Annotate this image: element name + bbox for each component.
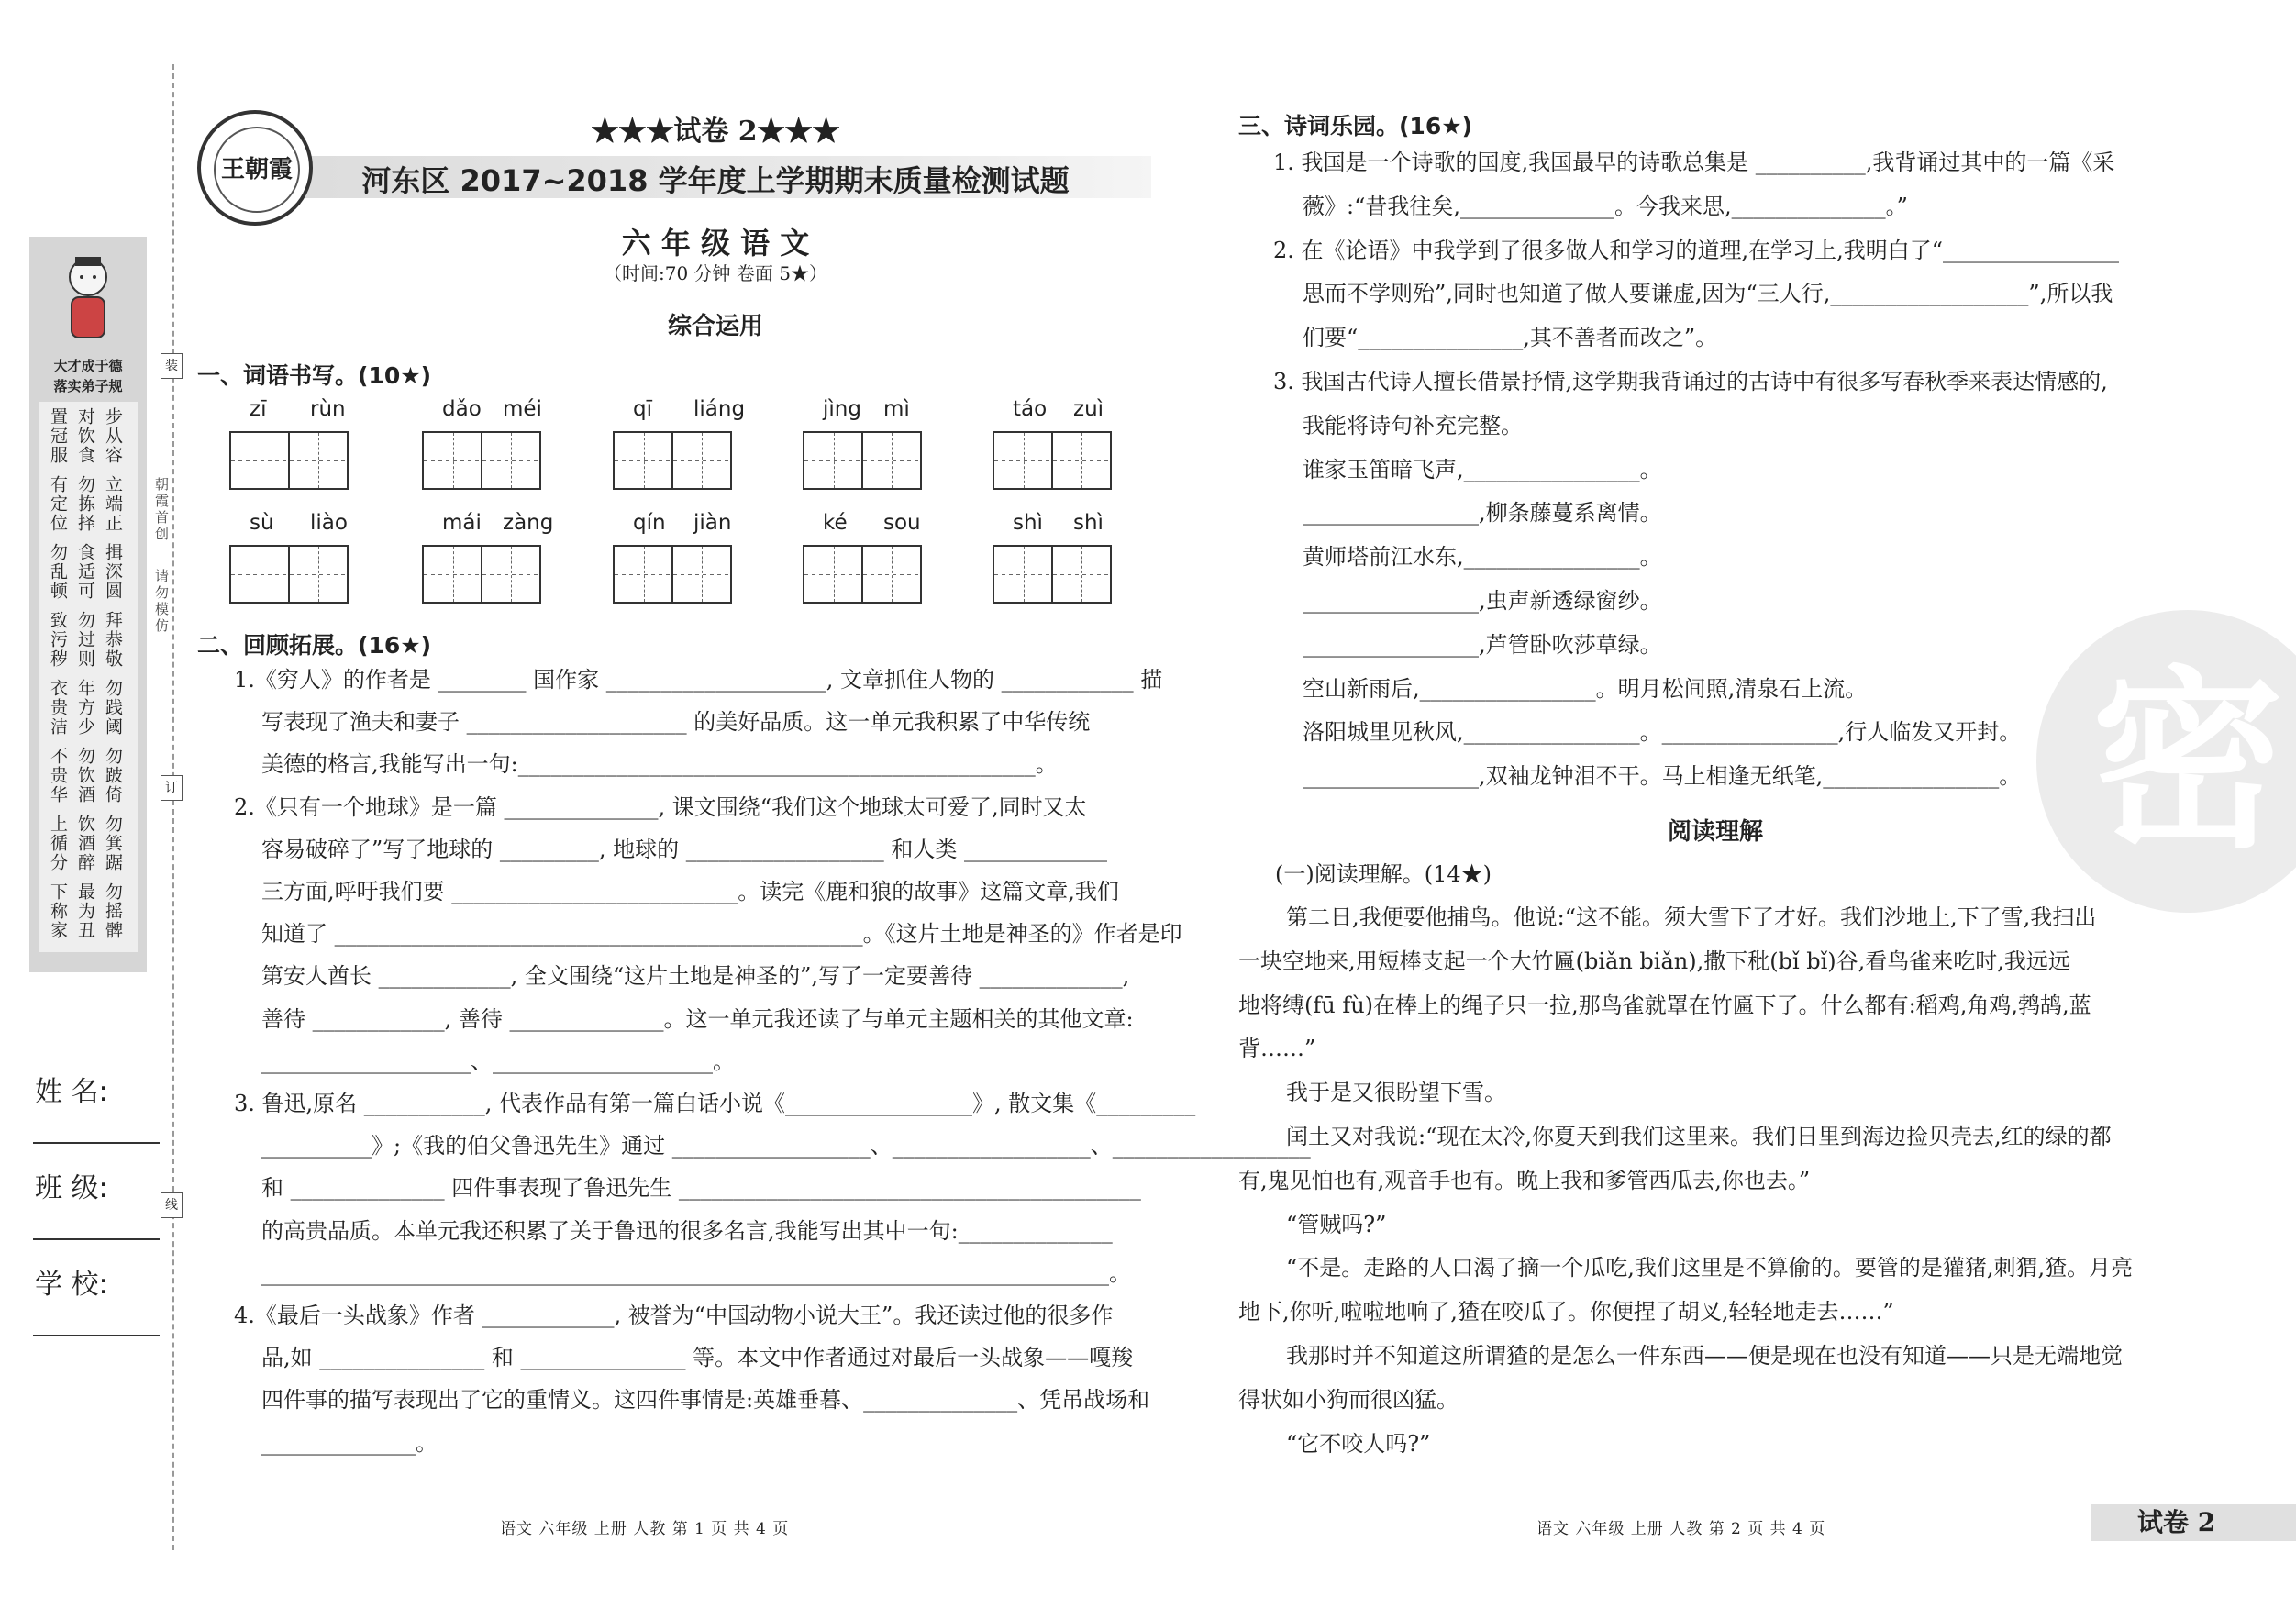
- pinyin-label: liào: [310, 511, 348, 535]
- cartoon-scholar-icon: [62, 250, 114, 341]
- pinyin-label: sù: [250, 511, 274, 535]
- pinyin-label: zàng: [503, 511, 554, 535]
- text-line: 地下,你听,啦啦地响了,猹在咬瓜了。你便捏了胡叉,轻轻地走去……”: [1238, 1299, 1894, 1325]
- reading-heading: (一)阅读理解。(14★): [1275, 861, 1492, 887]
- sidebar-motto-line-2: 落实弟子规: [53, 378, 123, 394]
- part2-heading: 二、回顾拓展。(16★): [197, 632, 432, 659]
- rule-col: 对饮食: [75, 407, 95, 465]
- rule-col: 不贵华: [48, 747, 68, 804]
- rule-col: 勿践阈: [103, 679, 123, 737]
- cut-mark-xian: 线: [161, 1192, 183, 1218]
- text-line: 得状如小狗而很凶猛。: [1238, 1386, 1459, 1413]
- text-line: 思而不学则殆”,同时也知道了做人要谦虚,因为“三人行,__________________”,所以我: [1303, 281, 2113, 307]
- text-line: 三方面,呼吁我们要 __________________________。读完《鹿和狼的故事》这篇文章,我们: [261, 879, 1119, 904]
- sidebar-rules: [39, 402, 138, 952]
- text-line: ________________,虫声新透绿窗纱。: [1303, 588, 1662, 614]
- text-line: 黄师塔前江水东,________________。: [1303, 544, 1662, 571]
- text-line: 四件事的描写表现出了它的重情义。这四件事情是:英雄垂暮、______________、凭吊战场和: [261, 1387, 1150, 1414]
- text-line: 背……”: [1238, 1036, 1316, 1062]
- text-line: 洛阳城里见秋风,________________。________________,行人临发又开封。: [1303, 719, 2022, 746]
- sidebar-motto-line-1: 大才成于德: [53, 358, 123, 374]
- footer-right: 语文 六年级 上册 人教 第 2 页 共 4 页: [1536, 1520, 1826, 1538]
- pinyin-label: jiàn: [693, 511, 732, 535]
- writing-grid-box[interactable]: [803, 431, 922, 490]
- text-line: 第二日,我便要他捕鸟。他说:“这不能。须大雪下了才好。我们沙地上,下了雪,我扫出: [1286, 904, 2097, 930]
- text-line: 4.《最后一头战象》作者 ____________, 被誉为“中国动物小说大王”。我还读过他的很多作: [234, 1303, 1114, 1328]
- text-line: “管贼吗?”: [1286, 1211, 1387, 1237]
- text-line: 善待 ____________, 善待 ______________。这一单元我还读了与单元主题相关的其他文章:: [261, 1005, 1134, 1032]
- publisher-logo: [197, 110, 313, 226]
- copyright-note-2: 请勿模仿: [153, 569, 170, 635]
- rule-col: 勿过则: [75, 611, 95, 669]
- pinyin-label: táo: [1013, 397, 1048, 421]
- text-line: 3. 我国古代诗人擅长借景抒情,这学期我背诵过的古诗中有很多写春秋季来表达情感的,: [1273, 369, 2108, 394]
- binding-cut-line: [172, 64, 174, 1550]
- writing-grid-box[interactable]: [993, 431, 1112, 490]
- writing-grid-box[interactable]: [803, 545, 922, 604]
- exam-meta: （时间:70 分钟 卷面 5★）: [604, 262, 827, 284]
- rule-col: 上循分: [48, 815, 68, 872]
- copyright-note-1: 朝霞首创: [153, 477, 170, 543]
- text-line: 第安人酋长 ____________, 全文围绕“这片土地是神圣的”,写了一定要善待 _____________,: [261, 963, 1130, 990]
- writing-grid-box[interactable]: [422, 431, 541, 490]
- name-field[interactable]: [33, 1142, 160, 1144]
- rule-col: 饮酒醉: [75, 815, 95, 872]
- pinyin-label: jìng: [823, 397, 861, 421]
- paper-tag: 试卷 2: [2137, 1507, 2216, 1537]
- rule-col: 拜恭敬: [103, 611, 123, 669]
- text-line: 2.《只有一个地球》是一篇 ______________, 课文围绕“我们这个地球太可爱了,同时又太: [234, 793, 1087, 820]
- seal-char: 密: [2091, 648, 2284, 874]
- text-line: 我那时并不知道这所谓猹的是怎么一件东西——便是现在也没有知道——只是无端地觉: [1286, 1343, 2123, 1369]
- pinyin-label: shì: [1073, 511, 1104, 535]
- pinyin-label: sou: [883, 511, 921, 535]
- text-line: 闰土又对我说:“现在太冷,你夏天到我们这里来。我们日里到海边捡贝壳去,红的绿的都: [1286, 1124, 2112, 1149]
- text-line: 和 ______________ 四件事表现了鲁迅先生 __________________________________________: [261, 1175, 1141, 1202]
- pinyin-label: méi: [503, 397, 542, 421]
- pinyin-label: liáng: [693, 397, 746, 421]
- text-line: ________________,柳条藤蔓系离情。: [1303, 500, 1662, 527]
- pinyin-label: ké: [823, 511, 848, 535]
- part3-heading: 三、诗词乐园。(16★): [1238, 113, 1473, 139]
- pinyin-label: zuì: [1073, 397, 1104, 421]
- exam-title: 河东区 2017~2018 学年度上学期期末质量检测试题: [361, 163, 1070, 198]
- part1-heading: 一、词语书写。(10★): [197, 362, 432, 389]
- rule-col: 勿拣择: [75, 475, 95, 533]
- writing-grid-box[interactable]: [229, 431, 349, 490]
- text-line: 容易破碎了”写了地球的 _________, 地球的 __________________ 和人类 _____________: [261, 836, 1108, 862]
- text-line: 2. 在《论语》中我学到了很多做人和学习的道理,在学习上,我明白了“________________: [1273, 237, 2120, 263]
- school-label: 学 校:: [35, 1269, 108, 1301]
- paper-number: ★★★试卷 2★★★: [591, 116, 840, 148]
- pinyin-label: zī: [250, 397, 267, 421]
- logo-text: 王朝霞: [214, 127, 300, 213]
- text-line: 的高贵品质。本单元我还积累了关于鲁迅的很多名言,我能写出其中一句:______________: [261, 1217, 1113, 1244]
- school-field[interactable]: [33, 1335, 160, 1336]
- pinyin-label: qín: [633, 511, 666, 535]
- text-line: “不是。走路的人口渴了摘一个瓜吃,我们这里是不算偷的。要管的是獾猪,刺猬,猹。月亮: [1286, 1255, 2134, 1281]
- pinyin-label: dǎo: [442, 397, 482, 421]
- text-line: 3. 鲁迅,原名 ___________, 代表作品有第一篇白话小说《_________________》, 散文集《_________: [234, 1091, 1196, 1116]
- text-line: __________》;《我的伯父鲁迅先生》通过 __________________、__________________、__________________: [261, 1133, 1311, 1159]
- rule-col: 有定位: [48, 475, 68, 533]
- rule-col: 勿乱顿: [48, 543, 68, 601]
- rule-col: 勿箕踞: [103, 815, 123, 872]
- rule-col: 立端正: [103, 475, 123, 533]
- class-label: 班 级:: [35, 1172, 108, 1204]
- subject-title: 六 年 级 语 文: [621, 226, 810, 261]
- text-line: 薇》:“昔我往矣,______________。今我来思,______________。”: [1303, 193, 1908, 219]
- rule-col: 勿饮酒: [75, 747, 95, 804]
- class-field[interactable]: [33, 1238, 160, 1240]
- confidential-seal-watermark: [2036, 610, 2296, 913]
- text-line: 们要“_______________,其不善者而改之”。: [1303, 325, 1718, 351]
- text-line: 我能将诗句补充完整。: [1303, 412, 1523, 438]
- text-line: 我于是又很盼望下雪。: [1286, 1080, 1506, 1106]
- text-line: ______________。: [261, 1429, 438, 1456]
- writing-grid-box[interactable]: [993, 545, 1112, 604]
- text-line: 1.《穷人》的作者是 ________ 国作家 ____________________, 文章抓住人物的 ____________ 描: [234, 667, 1163, 693]
- name-label: 姓 名:: [35, 1076, 108, 1108]
- text-line: _____________________________________________________________________________。: [261, 1259, 1131, 1286]
- rule-col: 揖深圆: [103, 543, 123, 601]
- writing-grid-box[interactable]: [229, 545, 349, 604]
- rule-col: 步从容: [103, 407, 123, 465]
- writing-grid-box[interactable]: [422, 545, 541, 604]
- rule-col: 食适可: [75, 543, 95, 601]
- cut-mark-zhuang: 装: [161, 353, 183, 379]
- text-line: 写表现了渔夫和妻子 ____________________ 的美好品质。这一单元我积累了中华传统: [261, 709, 1091, 736]
- text-line: ________________,双袖龙钟泪不干。马上相逢无纸笔,________________。: [1303, 763, 2022, 790]
- text-line: ___________________、____________________。: [261, 1048, 735, 1074]
- pinyin-label: qī: [633, 397, 652, 421]
- text-line: 一块空地来,用短棒支起一个大竹匾(biǎn biǎn),撒下秕(bǐ bǐ)谷,看鸟雀来吃时,我远远: [1238, 948, 2070, 974]
- rule-col: 置冠服: [48, 407, 68, 465]
- text-line: “它不咬人吗?”: [1286, 1430, 1431, 1457]
- text-line: 有,鬼见怕也有,观音手也有。晚上我和爹管西瓜去,你也去。”: [1238, 1167, 1811, 1193]
- text-line: 1. 我国是一个诗歌的国度,我国最早的诗歌总集是 __________,我背诵过其中的一篇《采: [1273, 150, 2115, 175]
- rule-col: 最为丑: [75, 882, 95, 940]
- text-line: ________________,芦管卧吹莎草绿。: [1303, 631, 1662, 658]
- rule-col: 勿跛倚: [103, 747, 123, 804]
- writing-grid-box[interactable]: [613, 431, 732, 490]
- section-comprehensive: 综合运用: [667, 313, 763, 340]
- writing-grid-box[interactable]: [613, 545, 732, 604]
- discipline-sidebar: [29, 237, 147, 972]
- pinyin-label: shì: [1013, 511, 1043, 535]
- pinyin-label: mì: [883, 397, 910, 421]
- rule-col: 衣贵洁: [48, 679, 68, 737]
- rule-col: 年方少: [75, 679, 95, 737]
- pinyin-label: rùn: [310, 397, 346, 421]
- rule-col: 勿摇髀: [103, 882, 123, 940]
- text-line: 品,如 _______________ 和 _______________ 等。本文中作者通过对最后一头战象——嘎羧: [261, 1345, 1134, 1371]
- rule-col: 下称家: [48, 882, 68, 940]
- text-line: 知道了 ________________________________________________。《这片土地是神圣的》作者是印: [261, 921, 1182, 948]
- footer-left: 语文 六年级 上册 人教 第 1 页 共 4 页: [500, 1520, 790, 1538]
- text-line: 谁家玉笛暗飞声,________________。: [1303, 456, 1662, 482]
- section-reading: 阅读理解: [1667, 818, 1763, 846]
- text-line: 美德的格言,我能写出一句:_______________________________________________。: [261, 751, 1058, 778]
- pinyin-label: mái: [442, 511, 482, 535]
- rule-col: 致污秽: [48, 611, 68, 669]
- text-line: 空山新雨后,________________。明月松间照,清泉石上流。: [1303, 675, 1868, 702]
- cut-mark-ding: 订: [161, 775, 183, 801]
- text-line: 地将缚(fū fù)在棒上的绳子只一拉,那鸟雀就罩在竹匾下了。什么都有:稻鸡,角鸡,鹁鸪,蓝: [1238, 992, 2091, 1018]
